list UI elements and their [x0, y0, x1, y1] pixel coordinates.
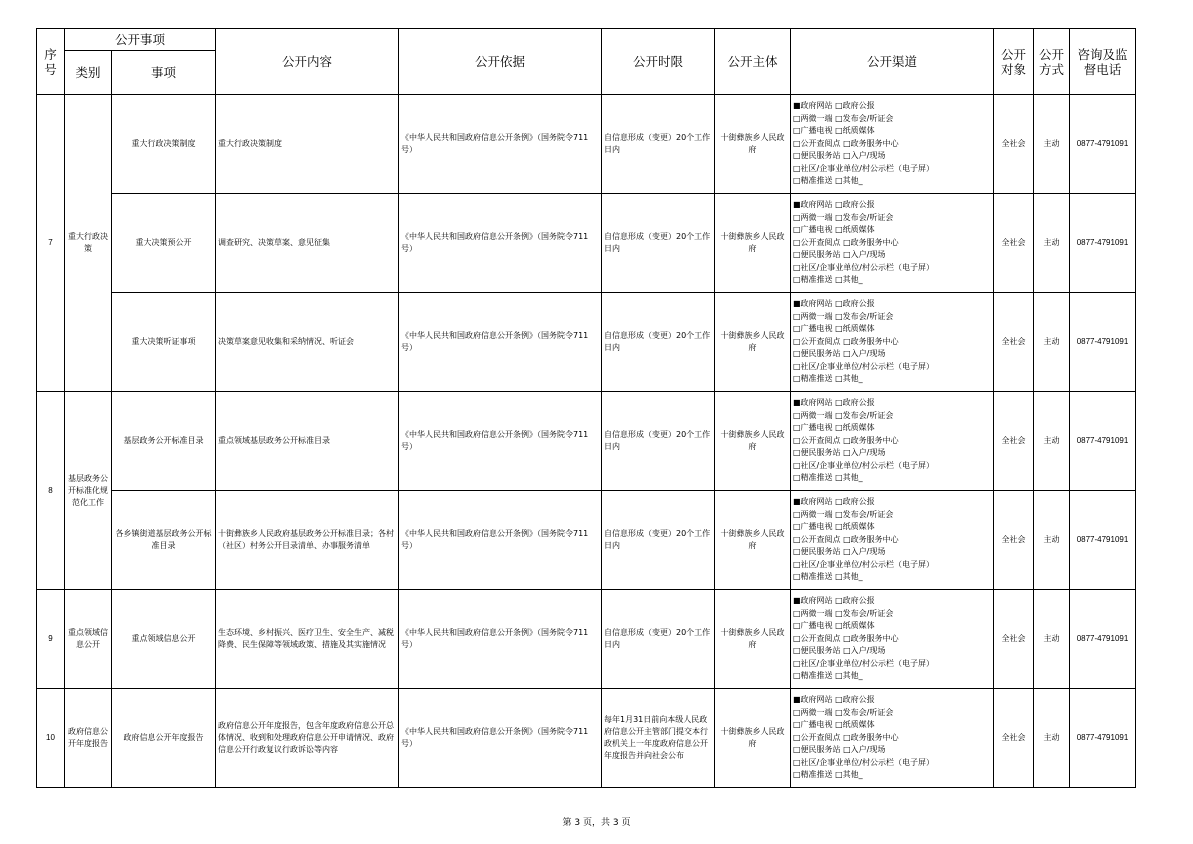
- table-row: [37, 689, 1136, 788]
- channel-option: □公开查阅点 □政务服务中心: [793, 633, 899, 643]
- channel-option: □公开查阅点 □政务服务中心: [793, 336, 899, 346]
- channel-option: □两微一端 □发布会/听证会: [793, 212, 894, 222]
- channel-option: □社区/企事业单位/村公示栏（电子屏）: [793, 262, 934, 272]
- channel-option: ■政府网站 □政府公报: [793, 695, 875, 705]
- row-content: 决策草案意见收集和采纳情况、听证会: [216, 293, 399, 392]
- row-basis: 《中华人民共和国政府信息公开条例》（国务院令711号）: [399, 392, 602, 491]
- channel-option: □精准推送 □其他_: [793, 176, 863, 186]
- channel-option: □广播电视 □纸质媒体: [793, 720, 875, 730]
- row-channels: [791, 491, 994, 590]
- row-seq: 7: [37, 95, 65, 392]
- row-content: 调查研究、决策草案、意见征集: [216, 194, 399, 293]
- channel-option: □精准推送 □其他_: [793, 770, 863, 780]
- row-basis: 《中华人民共和国政府信息公开条例》（国务院令711号）: [399, 95, 602, 194]
- row-subject: 十街彝族乡人民政府: [715, 491, 791, 590]
- table-row: [37, 491, 1136, 590]
- header-item: 事项: [112, 51, 216, 95]
- channel-option: ■政府网站 □政府公报: [793, 200, 875, 210]
- channel-option: □社区/企事业单位/村公示栏（电子屏）: [793, 757, 934, 767]
- row-content: 重点领域基层政务公开标准目录: [216, 392, 399, 491]
- row-subject: 十街彝族乡人民政府: [715, 590, 791, 689]
- row-content: 政府信息公开年度报告，包含年度政府信息公开总体情况、收到和处理政府信息公开申请情况、政府信息公开行政复议行政诉讼等内容: [216, 689, 399, 788]
- table-row: [37, 95, 1136, 194]
- row-seq: 8: [37, 392, 65, 590]
- header-channel: 公开渠道: [791, 29, 994, 95]
- channel-option: ■政府网站 □政府公报: [793, 398, 875, 408]
- row-time-limit: 自信息形成（变更）20个工作日内: [602, 293, 715, 392]
- channel-option: □公开查阅点 □政务服务中心: [793, 534, 899, 544]
- header-category: 类别: [65, 51, 112, 95]
- row-channels: [791, 590, 994, 689]
- channel-option: □公开查阅点 □政务服务中心: [793, 435, 899, 445]
- channel-option: □两微一端 □发布会/听证会: [793, 311, 894, 321]
- channel-option: □便民服务站 □入户/现场: [793, 250, 886, 260]
- channel-option: □广播电视 □纸质媒体: [793, 522, 875, 532]
- channel-option: □两微一端 □发布会/听证会: [793, 113, 894, 123]
- table-body: [37, 95, 1136, 788]
- row-phone: 0877-4791091: [1070, 392, 1136, 491]
- row-seq: 9: [37, 590, 65, 689]
- channel-option: ■政府网站 □政府公报: [793, 497, 875, 507]
- row-time-limit: 自信息形成（变更）20个工作日内: [602, 194, 715, 293]
- row-method: 主动: [1034, 491, 1070, 590]
- channel-option: □两微一端 □发布会/听证会: [793, 410, 894, 420]
- channel-option: □两微一端 □发布会/听证会: [793, 707, 894, 717]
- channel-option: □广播电视 □纸质媒体: [793, 225, 875, 235]
- header-time-limit: 公开时限: [602, 29, 715, 95]
- row-method: 主动: [1034, 689, 1070, 788]
- row-target: 全社会: [994, 491, 1034, 590]
- row-target: 全社会: [994, 689, 1034, 788]
- header-method: 公开方式: [1034, 29, 1070, 95]
- channel-option: □公开查阅点 □政务服务中心: [793, 138, 899, 148]
- channel-option: □便民服务站 □入户/现场: [793, 349, 886, 359]
- row-content: 生态环境、乡村振兴、医疗卫生、安全生产、减税降费、民生保障等领域政策、措施及其实施情况: [216, 590, 399, 689]
- channel-option: □社区/企事业单位/村公示栏（电子屏）: [793, 559, 934, 569]
- row-item: 各乡镇街道基层政务公开标准目录: [112, 491, 216, 590]
- row-channels: [791, 293, 994, 392]
- channel-option: □社区/企事业单位/村公示栏（电子屏）: [793, 163, 934, 173]
- row-basis: 《中华人民共和国政府信息公开条例》（国务院令711号）: [399, 491, 602, 590]
- row-category: 重点领域信息公开: [65, 590, 112, 689]
- row-item: 政府信息公开年度报告: [112, 689, 216, 788]
- row-item: 重大决策预公开: [112, 194, 216, 293]
- header-content: 公开内容: [216, 29, 399, 95]
- row-basis: 《中华人民共和国政府信息公开条例》（国务院令711号）: [399, 689, 602, 788]
- row-item: 重点领域信息公开: [112, 590, 216, 689]
- row-target: 全社会: [994, 194, 1034, 293]
- row-basis: 《中华人民共和国政府信息公开条例》（国务院令711号）: [399, 194, 602, 293]
- row-time-limit: 自信息形成（变更）20个工作日内: [602, 392, 715, 491]
- header-item-group: 公开事项: [65, 29, 216, 51]
- row-channels: [791, 95, 994, 194]
- row-content: 十街彝族乡人民政府基层政务公开标准目录；各村（社区）村务公开目录清单、办事服务清单: [216, 491, 399, 590]
- channel-option: □广播电视 □纸质媒体: [793, 126, 875, 136]
- table-row: [37, 194, 1136, 293]
- row-category: 政府信息公开年度报告: [65, 689, 112, 788]
- row-item: 基层政务公开标准目录: [112, 392, 216, 491]
- row-subject: 十街彝族乡人民政府: [715, 689, 791, 788]
- channel-option: □精准推送 □其他_: [793, 572, 863, 582]
- channel-option: ■政府网站 □政府公报: [793, 299, 875, 309]
- channel-option: □便民服务站 □入户/现场: [793, 151, 886, 161]
- channel-option: □精准推送 □其他_: [793, 671, 863, 681]
- channel-option: □广播电视 □纸质媒体: [793, 324, 875, 334]
- channel-option: □公开查阅点 □政务服务中心: [793, 237, 899, 247]
- row-method: 主动: [1034, 392, 1070, 491]
- header-target: 公开对象: [994, 29, 1034, 95]
- row-time-limit: 自信息形成（变更）20个工作日内: [602, 491, 715, 590]
- row-target: 全社会: [994, 95, 1034, 194]
- channel-option: □便民服务站 □入户/现场: [793, 745, 886, 755]
- row-subject: 十街彝族乡人民政府: [715, 293, 791, 392]
- channel-option: □精准推送 □其他_: [793, 275, 863, 285]
- row-target: 全社会: [994, 293, 1034, 392]
- row-method: 主动: [1034, 590, 1070, 689]
- channel-option: □社区/企事业单位/村公示栏（电子屏）: [793, 658, 934, 668]
- channel-option: □两微一端 □发布会/听证会: [793, 509, 894, 519]
- row-subject: 十街彝族乡人民政府: [715, 95, 791, 194]
- row-target: 全社会: [994, 392, 1034, 491]
- row-method: 主动: [1034, 194, 1070, 293]
- header-phone: 咨询及监督电话: [1070, 29, 1136, 95]
- channel-option: □公开查阅点 □政务服务中心: [793, 732, 899, 742]
- row-time-limit: 自信息形成（变更）20个工作日内: [602, 95, 715, 194]
- row-phone: 0877-4791091: [1070, 689, 1136, 788]
- channel-option: □精准推送 □其他_: [793, 374, 863, 384]
- page-footer: 第 3 页，共 3 页: [562, 818, 631, 828]
- row-item: 重大决策听证事项: [112, 293, 216, 392]
- row-method: 主动: [1034, 293, 1070, 392]
- table-row: [37, 392, 1136, 491]
- row-category: 重大行政决策: [65, 95, 112, 392]
- row-phone: 0877-4791091: [1070, 491, 1136, 590]
- channel-option: □社区/企事业单位/村公示栏（电子屏）: [793, 460, 934, 470]
- header-subject: 公开主体: [715, 29, 791, 95]
- table-row: [37, 590, 1136, 689]
- row-phone: 0877-4791091: [1070, 95, 1136, 194]
- row-item: 重大行政决策制度: [112, 95, 216, 194]
- row-category: 基层政务公开标准化规范化工作: [65, 392, 112, 590]
- row-seq: 10: [37, 689, 65, 788]
- channel-option: □精准推送 □其他_: [793, 473, 863, 483]
- channel-option: □便民服务站 □入户/现场: [793, 448, 886, 458]
- row-target: 全社会: [994, 590, 1034, 689]
- disclosure-table: [36, 28, 1136, 788]
- channel-option: □便民服务站 □入户/现场: [793, 547, 886, 557]
- row-phone: 0877-4791091: [1070, 293, 1136, 392]
- channel-option: ■政府网站 □政府公报: [793, 101, 875, 111]
- row-subject: 十街彝族乡人民政府: [715, 194, 791, 293]
- row-phone: 0877-4791091: [1070, 590, 1136, 689]
- row-subject: 十街彝族乡人民政府: [715, 392, 791, 491]
- channel-option: ■政府网站 □政府公报: [793, 596, 875, 606]
- channel-option: □两微一端 □发布会/听证会: [793, 608, 894, 618]
- row-time-limit: 自信息形成（变更）20个工作日内: [602, 590, 715, 689]
- row-phone: 0877-4791091: [1070, 194, 1136, 293]
- row-channels: [791, 689, 994, 788]
- row-method: 主动: [1034, 95, 1070, 194]
- row-content: 重大行政决策制度: [216, 95, 399, 194]
- row-basis: 《中华人民共和国政府信息公开条例》（国务院令711号）: [399, 293, 602, 392]
- header-basis: 公开依据: [399, 29, 602, 95]
- channel-option: □社区/企事业单位/村公示栏（电子屏）: [793, 361, 934, 371]
- channel-option: □便民服务站 □入户/现场: [793, 646, 886, 656]
- row-channels: [791, 194, 994, 293]
- header-seq: 序号: [37, 29, 65, 95]
- row-channels: [791, 392, 994, 491]
- table-row: [37, 293, 1136, 392]
- row-time-limit: 每年1月31日前向本级人民政府信息公开主管部门提交本行政机关上一年度政府信息公开年度报告并向社会公布: [602, 689, 715, 788]
- channel-option: □广播电视 □纸质媒体: [793, 621, 875, 631]
- row-basis: 《中华人民共和国政府信息公开条例》（国务院令711号）: [399, 590, 602, 689]
- channel-option: □广播电视 □纸质媒体: [793, 423, 875, 433]
